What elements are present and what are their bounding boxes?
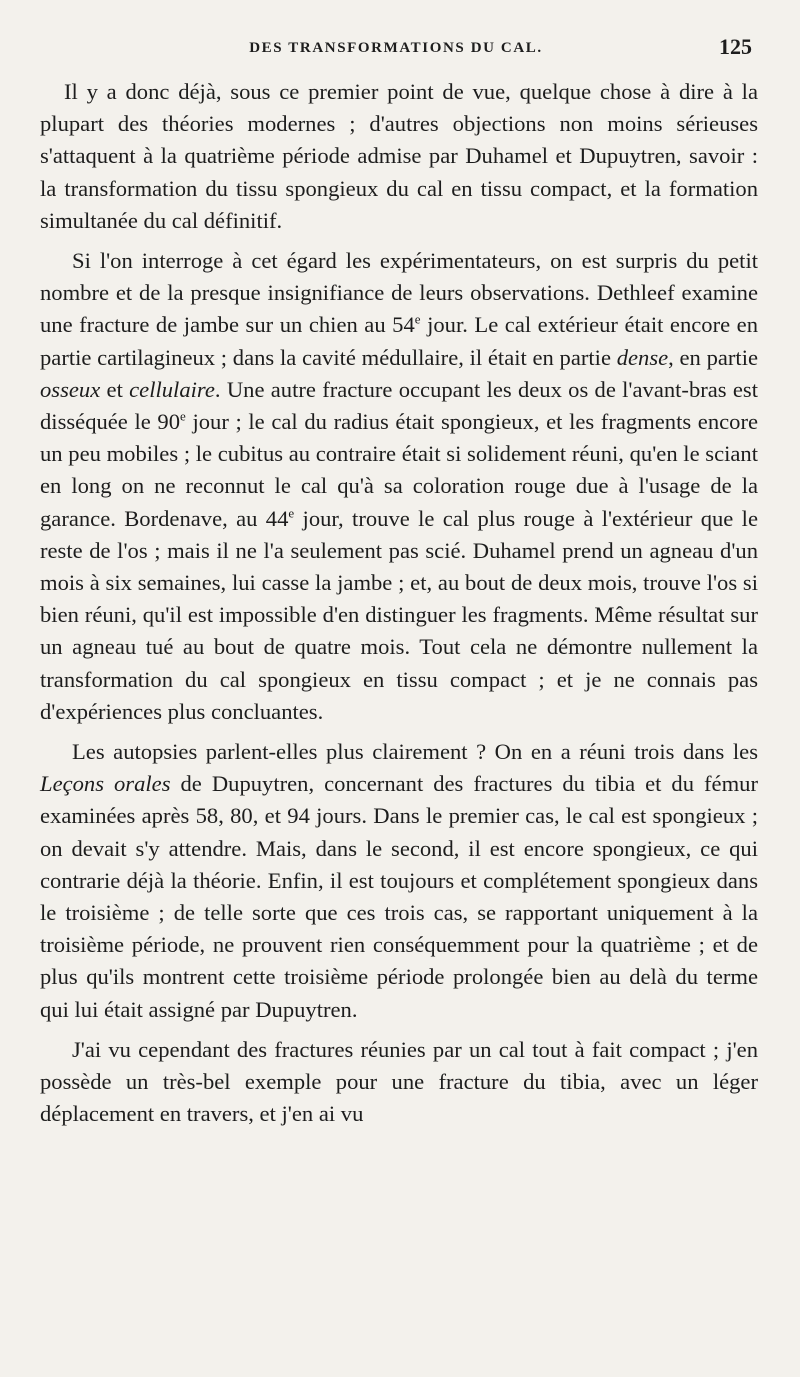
page-header (40, 34, 752, 64)
ordinal-suffix: e (288, 505, 295, 521)
text-run: jour ; le cal du radius était spongieux, et les fragments encore un peu mobiles ; le cubitus au contraire était si solidement réuni, qu'en le sciant en long on ne reconnut le cal qu'à sa coloration rouge due à l'usage de la garance. Bordenave, au 44 (40, 409, 758, 531)
text-run: Les autopsies parlent-elles plus clairement ? On en a réuni trois dans les (72, 739, 758, 765)
paragraph-3 (40, 736, 758, 1026)
text-run: Si l'on interroge à cet égard les expérimentateurs, on est surpris du petit nombre et de la presque insignifiance de leurs observations. Dethleef examine une fracture de jambe sur un chien au 54 (40, 248, 758, 338)
text-run: jour. Le cal extérieur était encore en partie cartilagineux ; dans la cavité médullaire, il était en partie (40, 312, 758, 370)
italic-title-lecons-orales: Leçons orales (40, 771, 171, 797)
text-run: . Une autre fracture occupant les deux os de l'avant-bras est disséquée le 90 (40, 376, 758, 435)
text-run: jour, trouve le cal plus rouge à l'extérieur que le reste de l'os ; mais il ne l'a seulement pas scié. Duhamel prend un agneau d'un mois à six semaines, lui casse la jambe ; et, au bout de deux mois, trouve l'os si bien réuni, qu'il est impossible d'en distinguer les fragments. Même résultat sur un agneau tué au bout de quatre mois. Tout cela ne démontre nullement la transformation du cal spongieux en tissu compact ; et je ne connais pas d'expériences plus concluantes. (40, 505, 758, 724)
paragraph-4: J'ai vu cependant des fractures réunies par un cal tout à fait compact ; j'en possède un très-bel exemple pour une fracture du tibia, avec un léger déplacement en travers, et j'en ai vu (40, 1036, 758, 1127)
text-run: et (100, 376, 130, 402)
page-number: 125 (719, 34, 752, 59)
italic-term-dense: dense (616, 344, 669, 370)
paragraph-1: Il y a donc déjà, sous ce premier point de vue, quelque chose à dire à la plupart des théories modernes ; d'autres objections non moins sérieuses s'attaquent à la quatrième période admise par Duhamel et Dupuytren, savoir : la transformation du tissu spongieux du cal en tissu compact, et la formation simultanée du cal définitif. (40, 79, 758, 233)
italic-term-osseux: osseux (40, 376, 101, 402)
text-run: de Dupuytren, concernant des fractures du tibia et du fémur examinées après 58, 80, et 94 jours. Dans le premier cas, le cal est spongieux ; on devait s'y attendre. Mais, dans le second, il est encore spongieux, ce qui contrarie déjà la théorie. Enfin, il est toujours et complétement spongieux dans le troisième ; de telle sorte que ces trois cas, se rapportant uniquement à la troisième période, ne prouvent rien conséquemment pour la quatrième ; et de plus qu'ils montrent cette troisième période prolongée bien au delà du terme qui lui était assigné par Dupuytren. (40, 771, 758, 1022)
page-body (40, 76, 758, 1139)
text-run: , en partie (668, 344, 759, 370)
ordinal-suffix: e (414, 311, 421, 327)
running-title: DES TRANSFORMATIONS DU CAL. (249, 40, 543, 56)
ordinal-suffix: e (180, 408, 186, 424)
paragraph-2 (40, 245, 758, 728)
italic-term-cellulaire: cellulaire (129, 376, 215, 402)
